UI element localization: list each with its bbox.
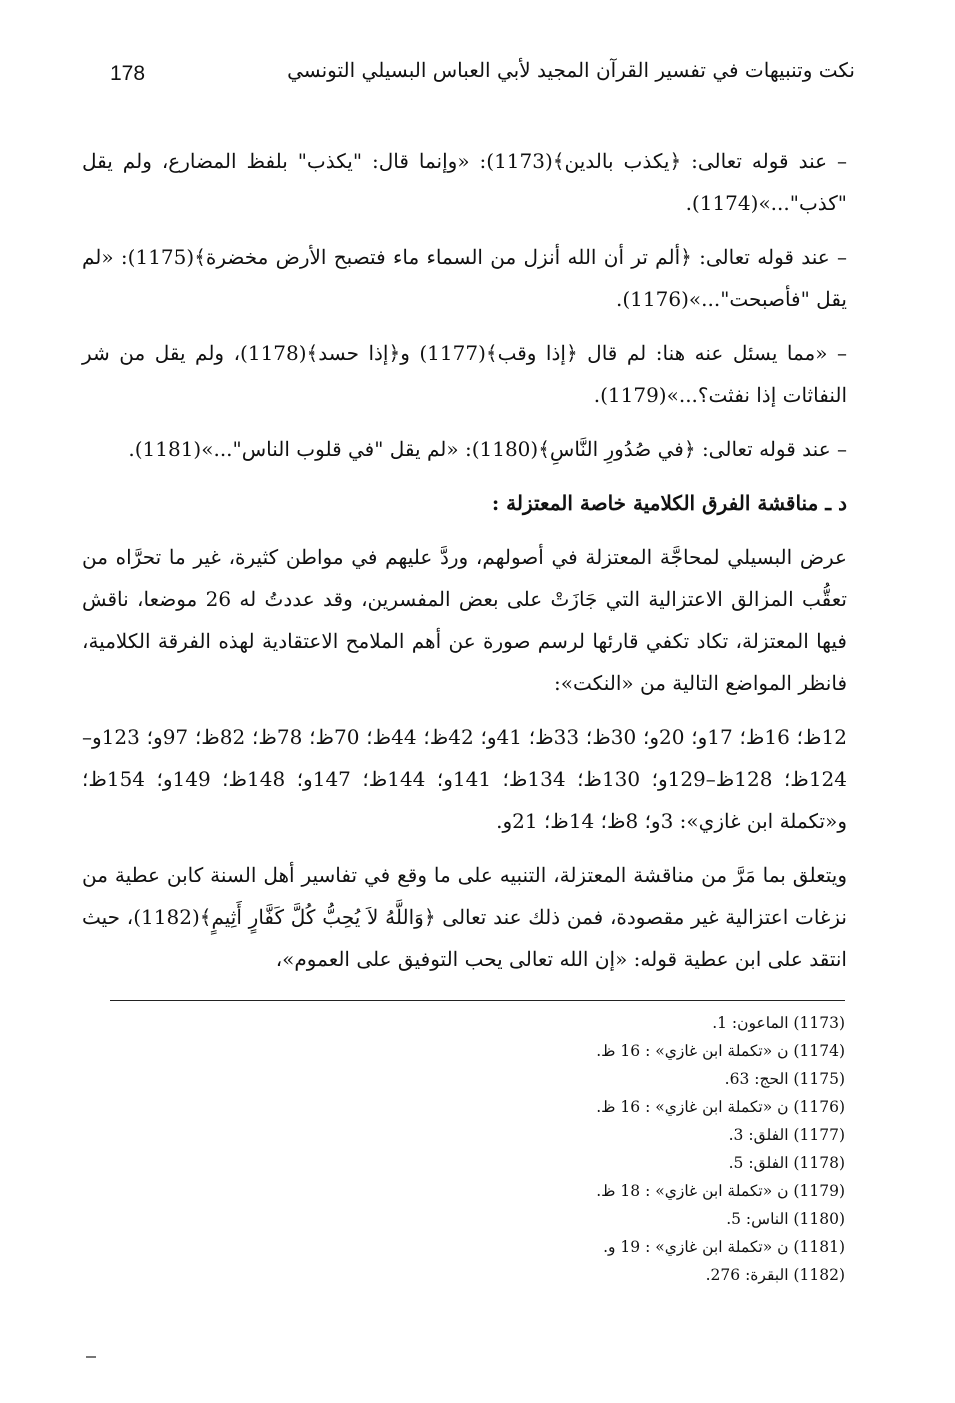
folio-list: 12ظ؛ 16ظ؛ 17و؛ 20و؛ 30ظ؛ 33ظ؛ 41و؛ 42ظ؛ 44ظ؛ 70ظ؛ 78ظ؛ 82ظ؛ 97و؛ 123و–124ظ؛ 128ظ–129و؛ 130ظ؛ 134ظ؛ 141و؛ 144ظ؛ 147و؛ 148ظ؛ 149و؛ 154ظ؛ و«تكملة ابن غازي»: 3و؛ 8ظ؛ 14ظ؛ 21و. (82, 725, 847, 833)
footnote: (1182) البقرة: 276. (705, 1266, 845, 1284)
paragraph: – عند قوله تعالى: ﴿في صُدُورِ النَّاسِ﴾(1180): «لم يقل "في قلوب الناس"...»(1181). (128, 437, 847, 461)
footnote: (1177) الفلق: 3. (728, 1126, 845, 1144)
footnote: (1178) الفلق: 5. (728, 1154, 845, 1172)
main-text (82, 140, 847, 992)
page-number: 178 (110, 62, 146, 85)
footnote: (1176) ن «تكملة ابن غازي» : 16 ظ. (596, 1098, 845, 1116)
paragraph: عرض البسيلي لمحاجَّة المعتزلة في أصولهم، وردَّ عليهم في مواطن كثيرة، غير ما تحرَّاه من تعقُّب المزالق الاعتزالية التي جَازَتْ على بعض المفسرين، وقد عددتُ له 26 موضعا، ناقش فيها المعتزلة، تكاد تكفي قارئها لرسم صورة عن أهم الملامح الاعتقادية لهذه الفرقة الكلامية، فانظر المواضع التالية من «النكت»: (82, 545, 847, 695)
paragraph: – عند قوله تعالى: ﴿يكذب بالدين﴾(1173): «وإنما قال: "يكذب" بلفظ المضارع، ولم يقل "كذب"...»(1174). (82, 149, 847, 215)
footnote: (1174) ن «تكملة ابن غازي» : 16 ظ. (596, 1042, 845, 1060)
scan-mark (86, 1356, 96, 1358)
footnote: (1175) الحج: 63. (724, 1070, 845, 1088)
footnote: (1173) الماعون: 1. (712, 1014, 845, 1032)
paragraph: – «مما يسئل عنه هنا: لم قال ﴿إذا وقب﴾(1177) و﴿إذا حسد﴾(1178)، ولم يقل من شر النفاثات إذا نفثت؟...»(1179). (82, 341, 847, 407)
running-title: نكت وتنبيهات في تفسير القرآن المجيد لأبي العباس البسيلي التونسي (287, 58, 855, 82)
footnote: (1180) الناس: 5. (726, 1210, 845, 1228)
paragraph: ويتعلق بما مَرَّ من مناقشة المعتزلة، التنبيه على ما وقع في تفاسير أهل السنة كابن عطية من نزغات اعتزالية غير مقصودة، فمن ذلك عند تعالى ﴿وَاللَّهُ لاَ يُحِبُّ كُلَّ كَفَّارٍ أَثِيمٍ﴾(1182)، حيث انتقد على ابن عطية قوله: «إن الله تعالى يحب التوفيق على العموم»، (82, 863, 847, 971)
paragraph: – عند قوله تعالى: ﴿ألم تر أن الله أنزل من السماء ماء فتصبح الأرض مخضرة﴾(1175): «لم يقل "فأصبحت"...»(1176). (82, 245, 848, 311)
footnotes-section (110, 1000, 845, 1289)
page-header (90, 52, 855, 96)
footnote: (1181) ن «تكملة ابن غازي» : 19 و. (603, 1238, 845, 1256)
footnote: (1179) ن «تكملة ابن غازي» : 18 ظ. (596, 1182, 845, 1200)
section-heading: د ـ مناقشة الفرق الكلامية خاصة المعتزلة : (491, 491, 847, 515)
